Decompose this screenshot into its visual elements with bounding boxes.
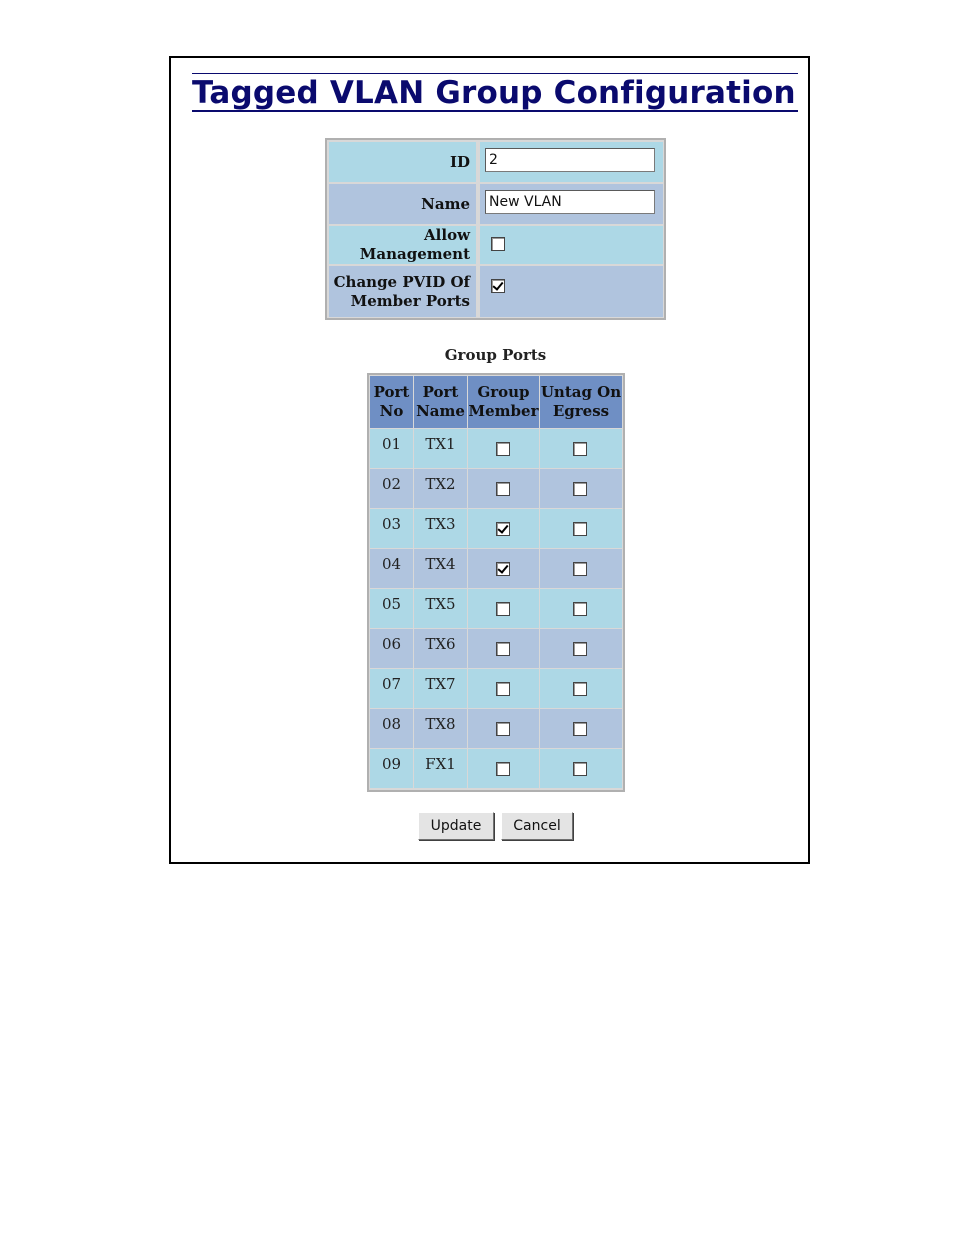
untag-on-egress-checkbox[interactable] xyxy=(573,522,587,536)
untag-on-egress-cell xyxy=(540,469,622,508)
port-name: TX7 xyxy=(425,675,456,693)
untag-on-egress-checkbox[interactable] xyxy=(573,762,587,776)
port-no-cell xyxy=(370,549,413,588)
port-name-cell xyxy=(414,469,467,508)
port-no-cell xyxy=(370,749,413,788)
group-member-checkbox[interactable] xyxy=(496,522,510,536)
port-no: 04 xyxy=(381,555,402,573)
port-name: TX1 xyxy=(425,435,456,453)
port-name-cell xyxy=(414,429,467,468)
port-no: 09 xyxy=(381,755,402,773)
port-no-cell xyxy=(370,709,413,748)
group-member-cell xyxy=(468,669,539,708)
group-member-cell xyxy=(468,549,539,588)
allow-management-cell xyxy=(480,226,663,264)
port-no-cell xyxy=(370,509,413,548)
page-title: Tagged VLAN Group Configuration xyxy=(192,75,796,111)
port-no-cell xyxy=(370,589,413,628)
port-no: 07 xyxy=(381,675,402,693)
group-ports-caption: Group Ports xyxy=(444,346,547,364)
port-name-cell xyxy=(414,549,467,588)
untag-on-egress-checkbox[interactable] xyxy=(573,442,587,456)
group-member-cell xyxy=(468,749,539,788)
untag-on-egress-checkbox[interactable] xyxy=(573,602,587,616)
allow-management-checkbox[interactable] xyxy=(491,237,505,251)
update-button[interactable]: Update xyxy=(418,812,494,840)
group-member-checkbox[interactable] xyxy=(496,762,510,776)
port-no: 03 xyxy=(381,515,402,533)
header-port-name: Port Name xyxy=(414,376,467,428)
port-name: TX2 xyxy=(425,475,456,493)
untag-on-egress-checkbox[interactable] xyxy=(573,562,587,576)
untag-on-egress-cell xyxy=(540,549,622,588)
group-member-cell xyxy=(468,629,539,668)
port-name: TX5 xyxy=(425,595,456,613)
port-name: TX3 xyxy=(425,515,456,533)
group-member-cell xyxy=(468,709,539,748)
port-name-cell xyxy=(414,629,467,668)
untag-on-egress-cell xyxy=(540,629,622,668)
change-pvid-cell xyxy=(480,266,663,317)
id-label: ID xyxy=(329,142,476,182)
change-pvid-checkbox[interactable] xyxy=(491,279,505,293)
untag-on-egress-checkbox[interactable] xyxy=(573,682,587,696)
port-no-cell xyxy=(370,429,413,468)
untag-on-egress-cell xyxy=(540,509,622,548)
untag-on-egress-cell xyxy=(540,429,622,468)
port-no: 06 xyxy=(381,635,402,653)
group-member-cell xyxy=(468,509,539,548)
vlan-config-table xyxy=(325,138,666,320)
id-input[interactable]: 2 xyxy=(485,148,655,172)
group-member-checkbox[interactable] xyxy=(496,482,510,496)
port-no-cell xyxy=(370,469,413,508)
port-no-cell xyxy=(370,629,413,668)
group-member-cell xyxy=(468,589,539,628)
group-member-checkbox[interactable] xyxy=(496,642,510,656)
untag-on-egress-cell xyxy=(540,669,622,708)
untag-on-egress-cell xyxy=(540,709,622,748)
port-name-cell xyxy=(414,709,467,748)
config-row-id xyxy=(328,141,663,183)
group-member-checkbox[interactable] xyxy=(496,602,510,616)
group-member-cell xyxy=(468,429,539,468)
config-row-name xyxy=(328,183,663,225)
port-no-cell xyxy=(370,669,413,708)
untag-on-egress-cell xyxy=(540,749,622,788)
untag-on-egress-checkbox[interactable] xyxy=(573,642,587,656)
name-cell xyxy=(480,184,663,224)
port-name: FX1 xyxy=(425,755,456,773)
port-name: TX6 xyxy=(425,635,456,653)
name-input[interactable]: New VLAN xyxy=(485,190,655,214)
header-port-no: Port No xyxy=(370,376,413,428)
untag-on-egress-cell xyxy=(540,589,622,628)
name-label: Name xyxy=(329,184,476,224)
port-name: TX8 xyxy=(425,715,456,733)
port-name-cell xyxy=(414,669,467,708)
port-name: TX4 xyxy=(425,555,456,573)
group-member-checkbox[interactable] xyxy=(496,682,510,696)
port-name-cell xyxy=(414,749,467,788)
untag-on-egress-checkbox[interactable] xyxy=(573,482,587,496)
port-no: 05 xyxy=(381,595,402,613)
id-cell xyxy=(480,142,663,182)
group-member-checkbox[interactable] xyxy=(496,722,510,736)
port-no: 08 xyxy=(381,715,402,733)
port-no: 02 xyxy=(381,475,402,493)
port-name-cell xyxy=(414,509,467,548)
allow-management-label: Allow Management xyxy=(329,226,476,264)
cancel-button[interactable]: Cancel xyxy=(501,812,573,840)
change-pvid-label: Change PVID Of Member Ports xyxy=(329,266,476,317)
group-member-cell xyxy=(468,469,539,508)
port-no: 01 xyxy=(381,435,402,453)
untag-on-egress-checkbox[interactable] xyxy=(573,722,587,736)
header-group-member: Group Member xyxy=(468,376,539,428)
group-member-checkbox[interactable] xyxy=(496,442,510,456)
config-row-change-pvid xyxy=(328,265,663,318)
title-rule-bottom xyxy=(192,110,798,112)
config-row-allow-management xyxy=(328,225,663,265)
header-untag-on-egress: Untag On Egress xyxy=(540,376,622,428)
group-ports-table xyxy=(367,373,625,792)
group-member-checkbox[interactable] xyxy=(496,562,510,576)
port-name-cell xyxy=(414,589,467,628)
